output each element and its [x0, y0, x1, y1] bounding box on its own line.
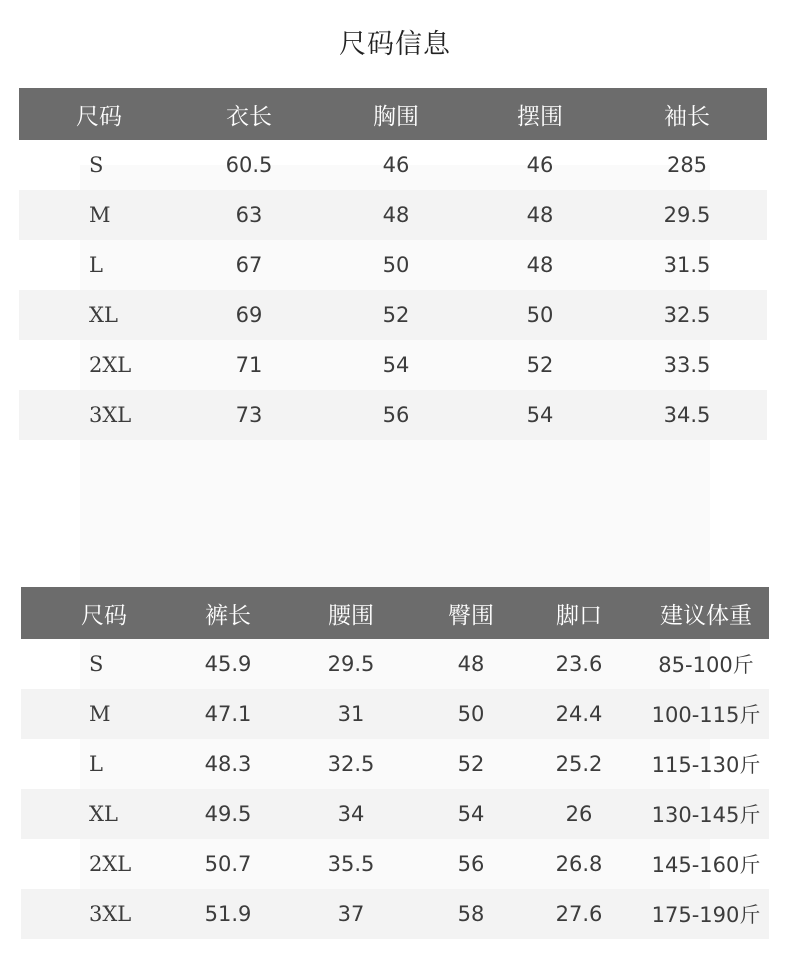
size-cell: M	[89, 203, 111, 227]
header-cell-hem: 摆围	[517, 103, 563, 130]
table-cell: 25.2	[555, 752, 603, 776]
size-cell: 3XL	[89, 902, 132, 926]
table-row	[21, 789, 769, 839]
table-row	[19, 290, 767, 340]
table-cell: 130-145斤	[651, 803, 761, 827]
table-row	[21, 739, 769, 789]
table-cell: 50.7	[204, 852, 252, 876]
size-cell: S	[89, 652, 104, 676]
table-cell: 60.5	[225, 153, 273, 177]
header-cell-size: 尺码	[76, 103, 122, 130]
table-row	[21, 839, 769, 889]
table-cell: 31	[337, 702, 365, 726]
table-row	[21, 689, 769, 739]
table-cell: 31.5	[663, 253, 711, 277]
table-row	[21, 639, 769, 689]
table-cell: 50	[457, 702, 485, 726]
table-cell: 73	[235, 403, 263, 427]
table-cell: 51.9	[204, 902, 252, 926]
table-row	[21, 889, 769, 939]
size-cell: M	[89, 702, 111, 726]
table-cell: 100-115斤	[651, 703, 761, 727]
table-cell: 32.5	[327, 752, 375, 776]
table-cell: 48	[457, 652, 485, 676]
header-cell-hip: 臀围	[448, 602, 494, 629]
table-cell: 29.5	[663, 203, 711, 227]
table-cell: 48	[526, 253, 554, 277]
table-cell: 115-130斤	[651, 753, 761, 777]
table-cell: 24.4	[555, 702, 603, 726]
table-cell: 52	[457, 752, 485, 776]
bottom-size-table	[21, 587, 769, 939]
table-cell: 48	[382, 203, 410, 227]
table-cell: 33.5	[663, 353, 711, 377]
table-cell: 46	[382, 153, 410, 177]
table-cell: 27.6	[555, 902, 603, 926]
size-cell: 2XL	[89, 852, 132, 876]
table-cell: 48.3	[204, 752, 252, 776]
table-cell: 26	[565, 802, 593, 826]
top-size-table	[19, 88, 767, 440]
table-cell: 85-100斤	[658, 653, 754, 677]
table-row	[19, 140, 767, 190]
table-cell: 46	[526, 153, 554, 177]
table-cell: 145-160斤	[651, 853, 761, 877]
size-cell: XL	[89, 802, 118, 826]
table-cell: 34.5	[663, 403, 711, 427]
table-cell: 71	[235, 353, 263, 377]
table-row	[19, 340, 767, 390]
size-cell: L	[89, 253, 103, 277]
header-cell-leg-opening: 脚口	[556, 602, 602, 629]
table-header	[19, 88, 767, 140]
header-cell-length: 衣长	[226, 103, 272, 130]
page-title: 尺码信息	[339, 29, 451, 60]
table-cell: 32.5	[663, 303, 711, 327]
table-cell: 63	[235, 203, 263, 227]
table-header	[21, 587, 769, 639]
table-cell: 34	[337, 802, 365, 826]
size-cell: S	[89, 153, 104, 177]
table-cell: 54	[382, 353, 410, 377]
table-cell: 45.9	[204, 652, 252, 676]
table-cell: 54	[457, 802, 485, 826]
table-cell: 48	[526, 203, 554, 227]
table-row	[19, 240, 767, 290]
size-cell: L	[89, 752, 103, 776]
header-cell-chest: 胸围	[373, 103, 419, 130]
table-cell: 285	[666, 153, 708, 177]
table-cell: 47.1	[204, 702, 252, 726]
size-cell: 2XL	[89, 353, 132, 377]
size-cell: XL	[89, 303, 118, 327]
table-cell: 26.8	[555, 852, 603, 876]
table-cell: 56	[382, 403, 410, 427]
table-cell: 35.5	[327, 852, 375, 876]
table-cell: 52	[382, 303, 410, 327]
header-cell-pants-length: 裤长	[205, 602, 251, 629]
table-cell: 50	[382, 253, 410, 277]
table-cell: 54	[526, 403, 554, 427]
table-row	[19, 190, 767, 240]
table-cell: 67	[235, 253, 263, 277]
header-cell-size: 尺码	[81, 602, 127, 629]
table-cell: 175-190斤	[651, 903, 761, 927]
table-row	[19, 390, 767, 440]
table-cell: 56	[457, 852, 485, 876]
table-cell: 50	[526, 303, 554, 327]
size-cell: 3XL	[89, 403, 132, 427]
table-cell: 23.6	[555, 652, 603, 676]
table-cell: 69	[235, 303, 263, 327]
table-cell: 49.5	[204, 802, 252, 826]
header-cell-waist: 腰围	[328, 602, 374, 629]
table-cell: 58	[457, 902, 485, 926]
header-cell-suggested-weight: 建议体重	[660, 602, 752, 629]
header-cell-sleeve: 袖长	[664, 103, 710, 130]
table-cell: 52	[526, 353, 554, 377]
table-cell: 29.5	[327, 652, 375, 676]
table-cell: 37	[337, 902, 365, 926]
